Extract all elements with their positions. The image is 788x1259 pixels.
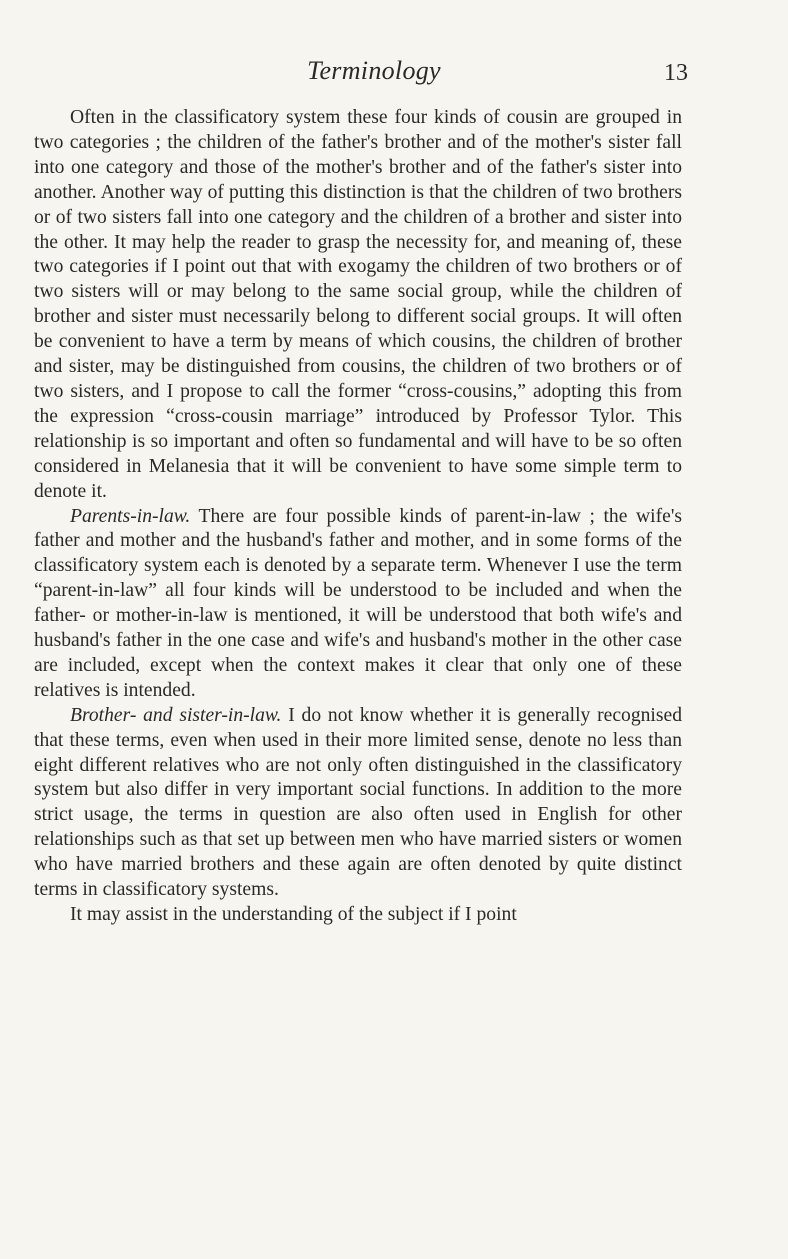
paragraph-parents-in-law-text: There are four possible kinds of parent-in-law ; the wife's father and mother and the husband's father and mother, and in some forms of the classificatory system each is denoted by a separate term. Whenever I use the term “parent-in-law” all four kinds will be understood to be included and when the father- or mother-in-law is mentioned, it will be understood that both wife's and husband's father in the one case and wife's and husband's mother in the other case are included, except when the context makes it clear that only one of these relatives is intended. <box>34 505 682 701</box>
heading-parents-in-law: Parents-in-law. <box>70 505 191 527</box>
paragraph-parents-in-law <box>34 505 682 704</box>
heading-brother-sister-in-law: Brother- and sister-in-law. <box>70 704 282 726</box>
body-text <box>34 106 682 928</box>
paragraph-brother-sister-in-law-text: I do not know whether it is generally recognised that these terms, even when used in their more limited sense, denote no less than eight different relatives who are not only often distinguished in the classificatory system but also differ in very important social functions. In addition to the more strict usage, the terms in question are also often used in English for other relationships such as that set up between men who have married sisters or women who have married brothers and these again are often denoted by quite distinct terms in classificatory systems. <box>34 704 682 901</box>
page-number: 13 <box>664 60 688 86</box>
paragraph-brother-sister-in-law <box>34 704 682 903</box>
running-title: Terminology <box>307 56 441 85</box>
paragraph-continuation: It may assist in the understanding of the subject if I point <box>70 904 517 925</box>
running-head <box>60 52 688 92</box>
paragraph-cross-cousins: Often in the classificatory system these four kinds of cousin are grouped in two categories ; the children of the father's brother and of the mother's sister fall into one category and those of the mother's brother and of the father's sister into another. Another way of putting this distinction is that the children of two brothers or of two sisters fall into one category and the children of a brother and sister into the other. It may help the reader to grasp the necessity for, and meaning of, these two categories if I point out that with exogamy the children of two brothers or of two sisters will or may belong to the same social group, while the children of brother and sister must necessarily belong to different social groups. It will often be convenient to have a term by means of which cousins, the children of brother and sister, may be distinguished from cousins, the children of two brothers or of two sisters, and I propose to call the former “cross-cousins,” adopting this from the expression “cross-cousin marriage” introduced by Professor Tylor. This relationship is so important and often so fundamental and will have to be so often considered in Melanesia that it will be convenient to have some simple term to denote it. <box>34 107 682 502</box>
